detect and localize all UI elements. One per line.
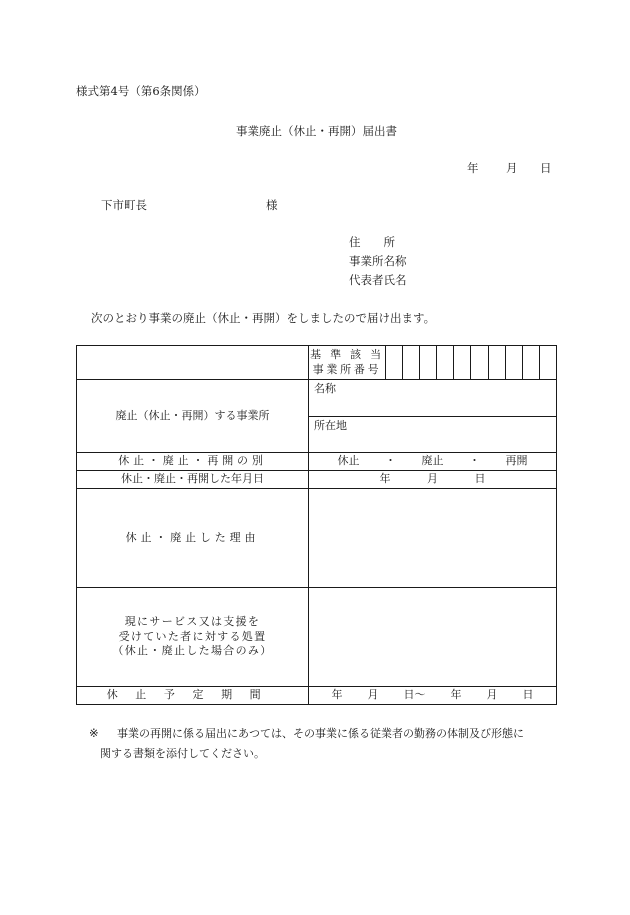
option-abolish[interactable]: 廃止 [421,454,444,468]
office-number-digit[interactable] [488,346,505,379]
date-field[interactable] [309,471,557,489]
note-mark: ※ [89,726,99,740]
measures-label-line2: 受けていた者に対する処置 [118,629,267,643]
measures-label [77,588,309,687]
option-separator: ・ [469,454,480,468]
measures-label-line1: 現にサービス又は支援を [124,614,261,628]
office-label: 廃止（休止・再開）する事業所 [77,380,309,453]
office-number-label-line1: 基 準 該 当 [310,347,384,361]
date-unit-month: 月 [427,472,438,486]
office-number-label [309,346,386,380]
period-start-month: 月 [367,688,379,702]
office-number-boxes[interactable] [386,346,557,380]
intro-text: 次のとおり事業の廃止（休止・再開）をしましたので届け出ます。 [91,311,436,325]
applicant-office-name-label: 事業所名称 [349,254,407,268]
period-start-year: 年 [331,688,343,702]
measures-row [77,588,557,687]
period-field[interactable] [309,687,557,705]
office-number-digit[interactable] [505,346,522,379]
date-month: 月 [506,161,518,175]
form-number: 様式第4号（第6条関係） [76,84,206,98]
blank-cell [77,346,309,380]
measures-field[interactable] [309,588,557,687]
period-units [309,688,556,703]
date-unit-day: 日 [474,472,486,486]
office-name-label: 名称 [314,382,336,395]
date-unit-year: 年 [379,472,391,486]
office-number-label-line2: 事業所番号 [312,362,382,376]
office-number-digit[interactable] [436,346,453,379]
period-row [77,687,557,705]
addressee-name: 下市町長 [101,198,147,212]
option-suspend[interactable]: 休止 [337,454,360,468]
period-start-day: 日～ [403,688,426,702]
office-location-field[interactable] [309,416,556,452]
office-number-grid [386,346,556,379]
office-number-digit[interactable] [402,346,419,379]
reason-label: 休止・廃止した理由 [77,489,309,588]
period-label: 休止予定期間 [77,687,309,705]
date-row [77,471,557,489]
document-title: 事業廃止（休止・再開）届出書 [236,124,397,138]
office-number-digit[interactable] [522,346,539,379]
type-row [77,453,557,471]
office-number-digit[interactable] [386,346,402,379]
option-separator: ・ [385,454,396,468]
period-end-day: 日 [522,688,534,702]
office-number-digit[interactable] [453,346,470,379]
date-label: 休止・廃止・再開した年月日 [77,471,309,489]
period-end-year: 年 [450,688,462,702]
applicant-representative-label: 代表者氏名 [349,273,407,287]
note-line1: 事業の再開に係る届出にあつては、その事業に係る従業者の勤務の体制及び形態に [117,727,524,740]
office-number-digit[interactable] [539,346,556,379]
option-resume[interactable]: 再開 [505,454,528,468]
applicant-address-label: 住 所 [349,235,395,249]
office-number-digit[interactable] [419,346,436,379]
type-options[interactable] [309,453,557,471]
period-end-month: 月 [486,688,498,702]
notification-table [76,345,557,705]
note-line2: 関する書類を添付してください。 [100,747,265,760]
addressee-honorific: 様 [266,198,278,212]
office-number-row [77,346,557,380]
office-number-digit[interactable] [470,346,487,379]
office-details [309,380,557,453]
reason-row [77,489,557,588]
office-name-field[interactable] [309,380,556,416]
date-year: 年 [467,161,479,175]
measures-label-line3: （休止・廃止した場合のみ） [112,644,273,658]
type-label: 休止・廃止・再開の別 [77,453,309,471]
date-day: 日 [540,161,552,175]
reason-field[interactable] [309,489,557,588]
office-row [77,380,557,453]
office-location-label: 所在地 [314,419,347,432]
